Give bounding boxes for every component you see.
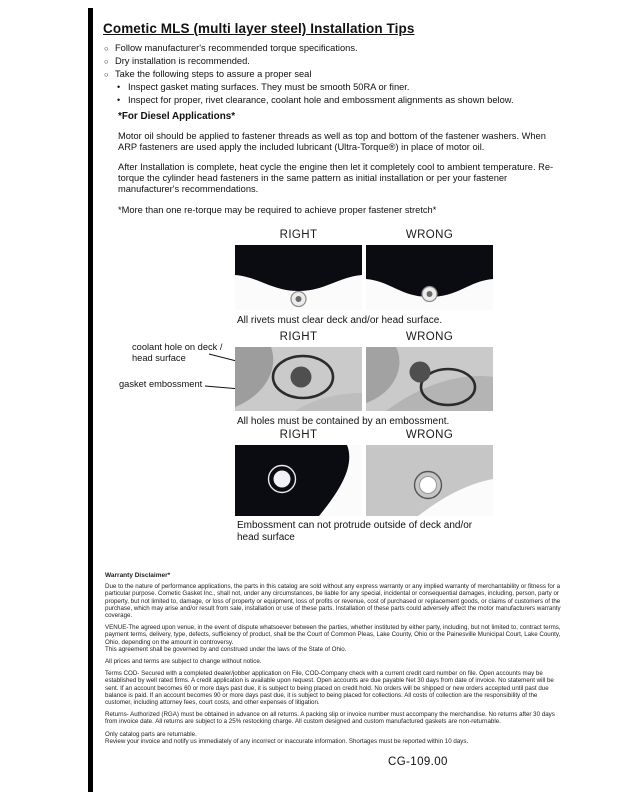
diesel-paragraph: After Installation is complete, heat cycle the engine then let it completely cool to ambient temperature. Re-torque the cylinder head fasteners in the same pattern as initial installation or per your fastener manufacturer's recommendations. xyxy=(118,162,554,194)
right-column-header: RIGHT xyxy=(279,429,318,441)
list-item-text: Follow manufacturer's recommended torque specifications. xyxy=(115,43,358,53)
embossment-caption: Embossment can not protrude outside of deck and/or head surface xyxy=(237,520,473,543)
rivet-overlap-illustration xyxy=(366,245,493,310)
diagram-hole-wrong-image xyxy=(366,347,493,411)
binding-bar xyxy=(88,8,93,792)
wrong-column-header: WRONG xyxy=(405,429,454,441)
legal-paragraph: This agreement shall be governed by and construed under the laws of the State of Ohio. xyxy=(105,645,347,653)
diesel-heading: *For Diesel Applications* xyxy=(118,111,236,122)
rivet-clear-illustration xyxy=(235,245,362,310)
open-bullet-icon: ○ xyxy=(104,44,109,53)
gasket-embossment-label: gasket embossment xyxy=(119,379,203,389)
legal-paragraph: Returns- Authorized (RGA) must be obtained in advance on all returns. A packing slip or invoice number must accompany the merchandise. No returns after 30 days from invoice date. All returns are subject to a 25% restocking charge. All custom designed and custom manufactured gaskets are non-returnable. xyxy=(105,711,555,726)
page-title: Cometic MLS (multi layer steel) Installation Tips xyxy=(103,21,415,36)
sub-list-item xyxy=(104,81,579,94)
diesel-paragraph: Motor oil should be applied to fastener threads as well as top and bottom of the fastener washers. When ARP fasteners are used apply the included lubricant (Ultra-Torque®) in place of motor oil. xyxy=(118,130,546,152)
document-number: CG-109.00 xyxy=(388,756,448,768)
wrong-column-header: WRONG xyxy=(405,331,454,343)
embossment-inside-illustration xyxy=(235,445,362,516)
legal-paragraph: Review your invoice and notify us immediately of any incorrect or inaccurate information. Shortages must be reported within 10 days. xyxy=(105,737,469,745)
holes-caption: All holes must be contained by an embossment. xyxy=(237,416,450,427)
filled-bullet-icon: • xyxy=(117,95,121,105)
diagram-rivet-wrong-image xyxy=(366,245,493,310)
embossment-protruding-illustration xyxy=(366,445,493,516)
filled-bullet-icon: • xyxy=(117,82,121,92)
open-bullet-icon: ○ xyxy=(104,70,109,79)
list-item-text: Inspect gasket mating surfaces. They must be smooth 50RA or finer. xyxy=(128,82,410,92)
list-item xyxy=(104,68,579,81)
warranty-disclaimer-section xyxy=(105,572,563,745)
legal-paragraph: Due to the nature of performance applications, the parts in this catalog are sold without any express warranty or any implied warranty of merchantability or fitness for a particular purpose. Cometic Gasket Inc., shall not, under any circumstances, be liable for any special, incidental or consequential damages, including, person, party or property, but not limited to, damage, or loss of property or equipment, loss of profits or revenue, cost of purchased or replacement goods, or claims of customers of the purchase, which may arise and/or result from sale, installation or use of these parts. Installation of these parts could adversely affect the motor manufacturers warranty coverage. xyxy=(105,583,561,620)
open-bullet-icon: ○ xyxy=(104,57,109,66)
diagram-hole-right-image xyxy=(235,347,362,411)
diagram-rivet-right-image xyxy=(235,245,362,310)
legal-paragraph: All prices and terms are subject to change without notice. xyxy=(105,658,262,666)
list-item-text: Inspect for proper, rivet clearance, coolant hole and embossment alignments as shown below. xyxy=(128,95,514,105)
legal-paragraph: Terms COD- Secured with a completed dealer/jobber application on File, COD-Company check with a current credit card number on file. Open accounts may be established by well rated firms. A credit application is available upon request. Open accounts are due payable Net 30 days from date of invoice. No statement will be sent. If an account becomes 60 or more days past due, it is subject to being placed on credit hold. No orders will be shipped or new orders accepted until past due balance is paid. If an account becomes 90 or more days past due, it is subject to being placed for collections. All costs of collection are the responsibility of the customer, including attorney fees, court costs, and other expenses of litigation. xyxy=(105,670,554,707)
wrong-column-header: WRONG xyxy=(405,229,454,241)
hole-not-contained-illustration xyxy=(366,347,493,411)
legal-paragraph: Only catalog parts are returnable. xyxy=(105,730,197,738)
right-column-header: RIGHT xyxy=(279,331,318,343)
diesel-applications-section xyxy=(118,112,556,226)
retorque-note: *More than one re-torque may be required to achieve proper fastener stretch* xyxy=(118,204,437,215)
legal-paragraph: VENUE-The agreed upon venue, in the event of dispute whatsoever between the parties, whether instituted by either party, including, but not limited to, contract terms, payment terms, delivery, type, defects, sufficiency of product, shall be the Court of Common Pleas, Lake County, Ohio or the Painesville Municipal Court, Lake County, Ohio, depending on the amount in controversy. xyxy=(105,624,561,646)
diagram-embossment-wrong-image xyxy=(366,445,493,516)
installation-tips-list xyxy=(104,42,579,107)
sub-list-item xyxy=(104,94,579,107)
coolant-hole-label: coolant hole on deck / head surface xyxy=(132,342,223,363)
list-item xyxy=(104,55,579,68)
rivet-caption: All rivets must clear deck and/or head surface. xyxy=(237,315,443,326)
right-column-header: RIGHT xyxy=(279,229,318,241)
diagram-embossment-right-image xyxy=(235,445,362,516)
warranty-heading: Warranty Disclaimer* xyxy=(105,572,171,579)
list-item-text: Dry installation is recommended. xyxy=(115,56,250,66)
list-item xyxy=(104,42,579,55)
list-item-text: Take the following steps to assure a proper seal xyxy=(115,69,312,79)
hole-contained-illustration xyxy=(235,347,362,411)
